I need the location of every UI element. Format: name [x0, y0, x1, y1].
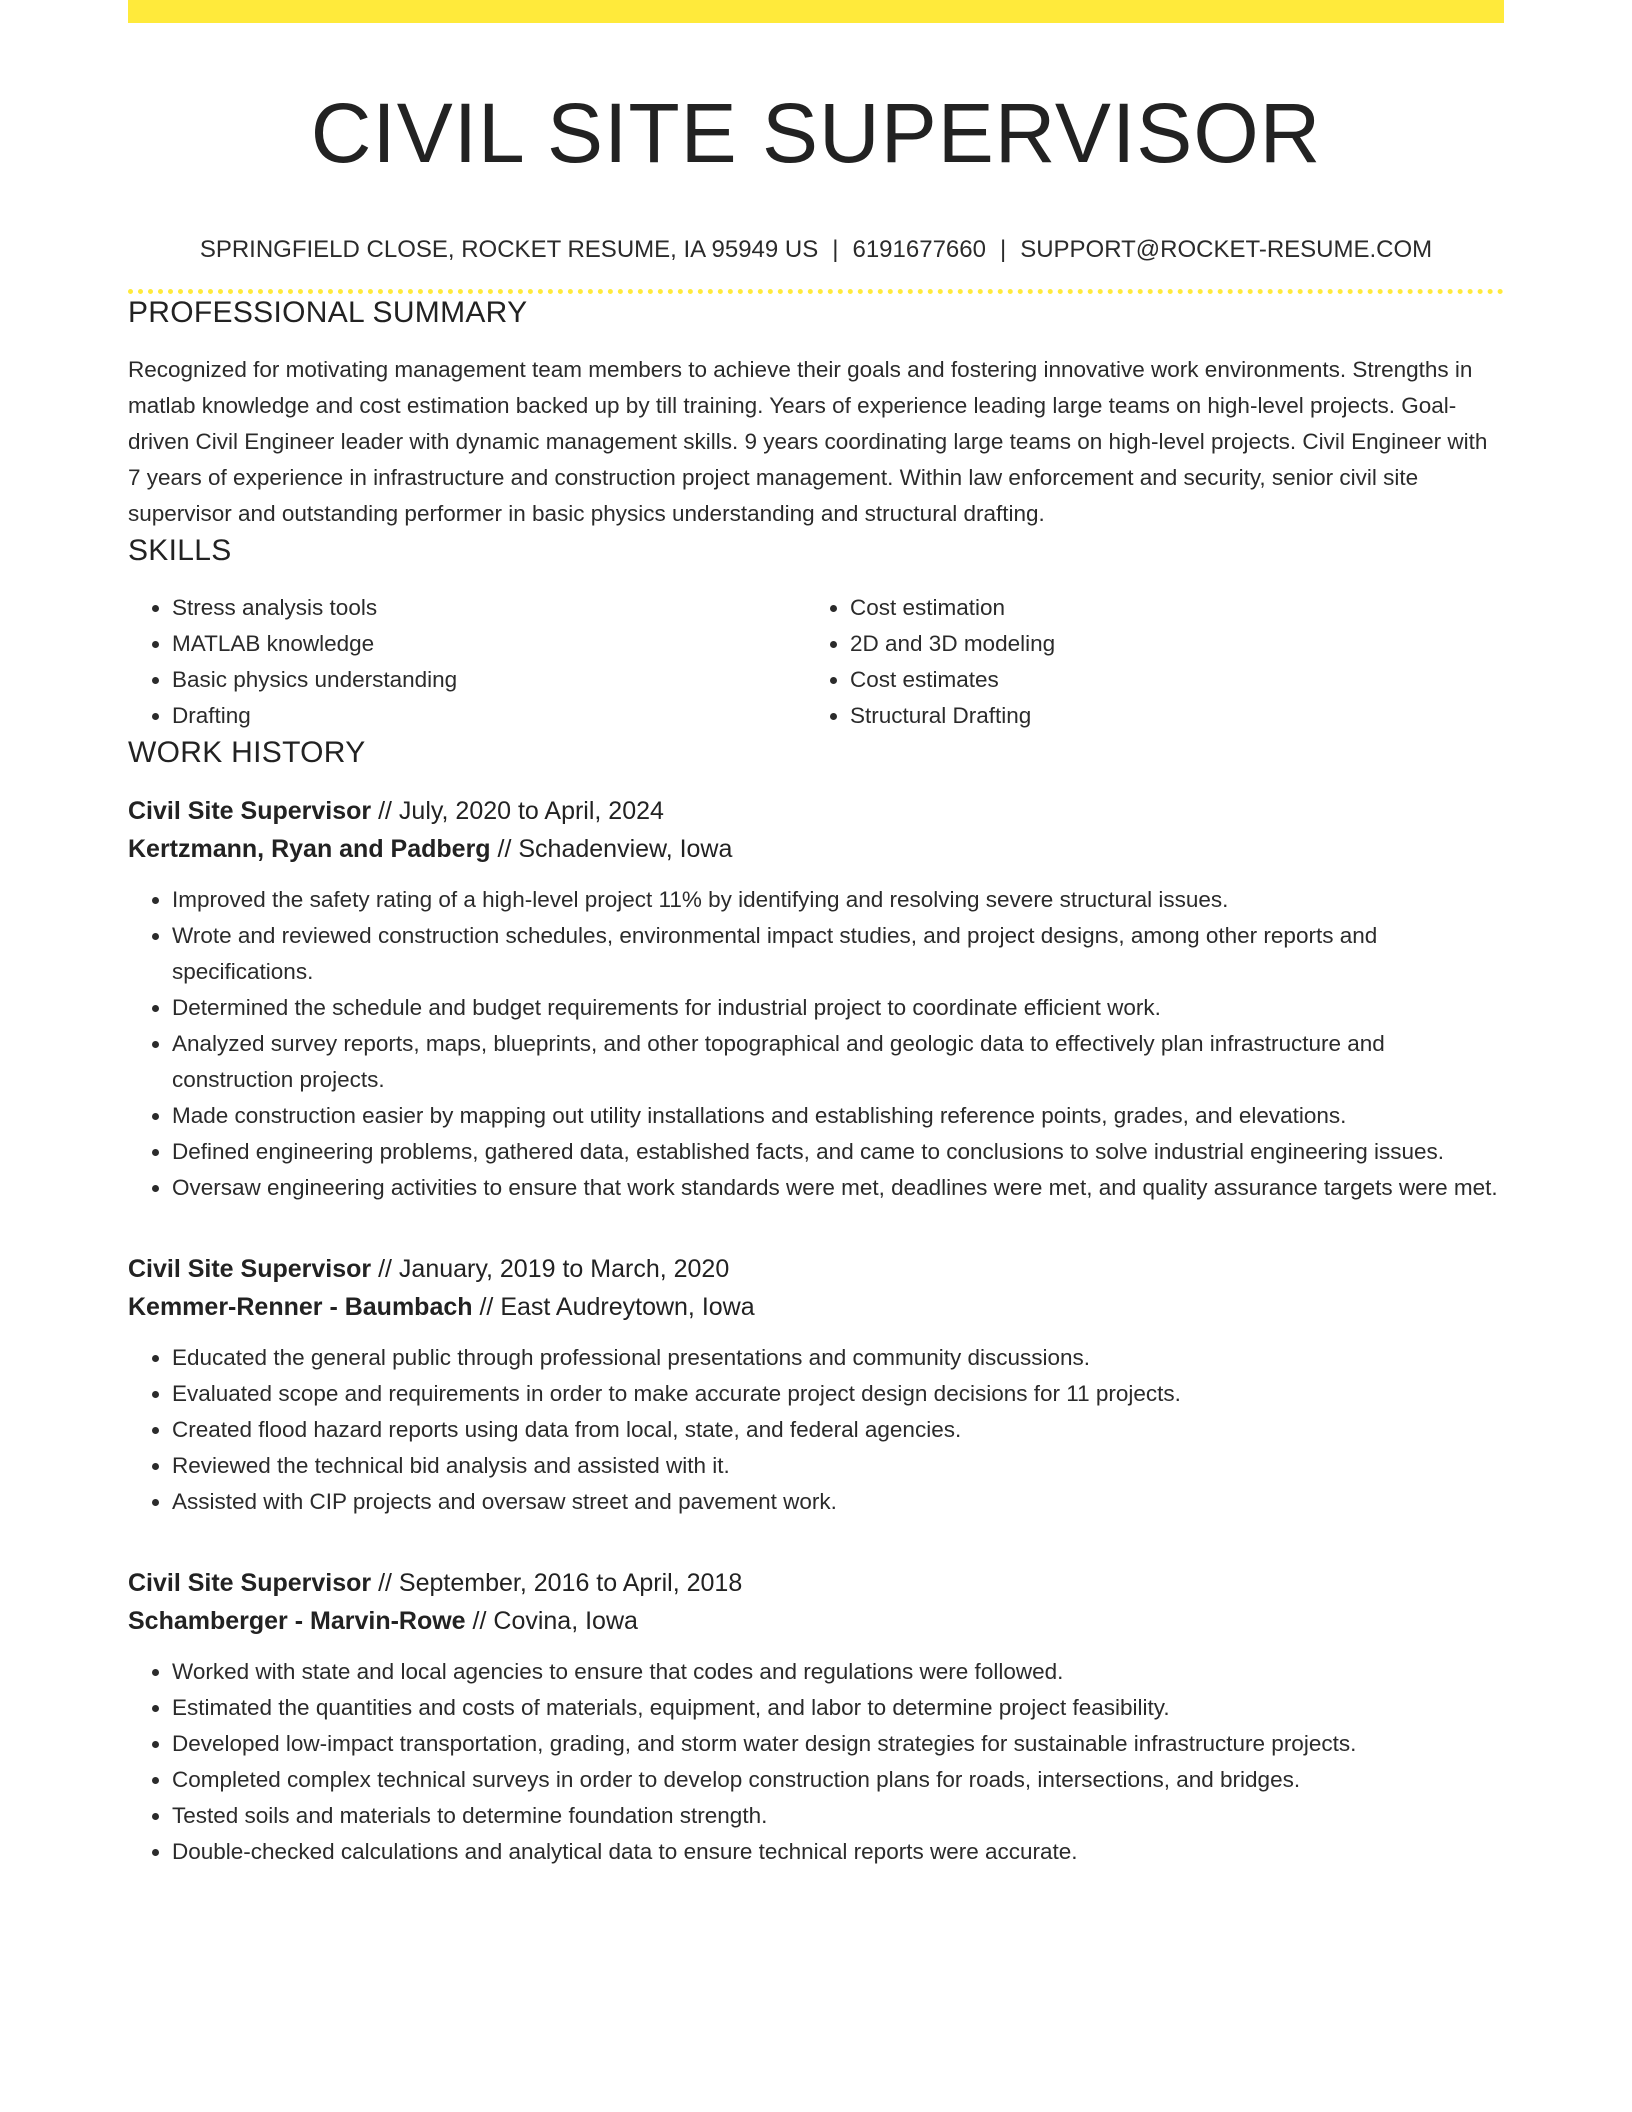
job-bullet: • Developed low-impact transportation, grading, and storm water design strategies for sustainable infrastructure projects.: [172, 1726, 1504, 1762]
job-bullet: • Evaluated scope and requirements in order to make accurate project design decisions for 11 projects.: [172, 1376, 1504, 1412]
job-bullets: [128, 882, 1504, 1206]
company-location: // Schadenview, Iowa: [497, 835, 733, 863]
phone[interactable]: 6191677660: [852, 236, 986, 263]
job-bullet: • Analyzed survey reports, maps, blueprints, and other topographical and geologic data to effectively plan infrastructure and construction projects.: [172, 1026, 1504, 1098]
contact-separator: |: [999, 236, 1007, 263]
company-name: Kertzmann, Ryan and Padberg: [128, 835, 491, 863]
job-bullet: • Tested soils and materials to determine foundation strength.: [172, 1798, 1504, 1834]
job-title-line: [128, 1564, 1504, 1602]
job-company-line: [128, 830, 1504, 868]
job-bullet: • Reviewed the technical bid analysis and assisted with it.: [172, 1448, 1504, 1484]
job-title: Civil Site Supervisor: [128, 797, 372, 825]
job-title: Civil Site Supervisor: [128, 1255, 372, 1283]
job-bullet: • Double-checked calculations and analytical data to ensure technical reports were accurate.: [172, 1834, 1504, 1870]
job-bullet: • Assisted with CIP projects and oversaw street and pavement work.: [172, 1484, 1504, 1520]
job-entry: [128, 792, 1504, 1206]
address: SPRINGFIELD CLOSE, ROCKET RESUME, IA 95949 US: [199, 236, 819, 263]
skills-column-right: [806, 590, 1484, 734]
job-bullet: • Oversaw engineering activities to ensure that work standards were met, deadlines were met, and quality assurance targets were met.: [172, 1170, 1504, 1206]
job-bullet: • Completed complex technical surveys in order to develop construction plans for roads, intersections, and bridges.: [172, 1762, 1504, 1798]
job-bullets: [128, 1340, 1504, 1520]
job-bullet: • Defined engineering problems, gathered data, established facts, and came to conclusions to solve industrial engineering issues.: [172, 1134, 1504, 1170]
job-dates: // July, 2020 to April, 2024: [378, 797, 664, 825]
summary-heading: PROFESSIONAL SUMMARY: [128, 296, 528, 329]
job-entry: [128, 1564, 1504, 1870]
job-bullet: • Wrote and reviewed construction schedules, environmental impact studies, and project designs, among other reports and specifications.: [172, 918, 1504, 990]
skill-item: • MATLAB knowledge: [172, 626, 806, 662]
summary-text: Recognized for motivating management team members to achieve their goals and fostering innovative work environments. Strengths in matlab knowledge and cost estimation backed up by till training. Years of experience leading large teams on high-level projects. Goal-driven Civil Engineer leader with dynamic management skills. 9 years coordinating large teams on high-level projects. Civil Engineer with 7 years of experience in infrastructure and construction project management. Within law enforcement and security, senior civil site supervisor and outstanding performer in basic physics understanding and structural drafting.: [128, 357, 1488, 526]
contact-separator: |: [832, 236, 839, 263]
skill-item: • Stress analysis tools: [172, 590, 806, 626]
company-name: Schamberger - Marvin-Rowe: [128, 1607, 466, 1635]
candidate-name: CIVIL SITE SUPERVISOR: [310, 86, 1322, 180]
job-bullet: • Improved the safety rating of a high-level project 11% by identifying and resolving severe structural issues.: [172, 882, 1504, 918]
job-bullet: • Made construction easier by mapping out utility installations and establishing reference points, grades, and elevations.: [172, 1098, 1504, 1134]
job-dates: // January, 2019 to March, 2020: [378, 1255, 730, 1283]
job-bullet: • Determined the schedule and budget requirements for industrial project to coordinate efficient work.: [172, 990, 1504, 1026]
skills-heading: SKILLS: [128, 534, 232, 567]
job-company-line: [128, 1288, 1504, 1326]
job-bullet: • Educated the general public through professional presentations and community discussions.: [172, 1340, 1504, 1376]
skills-column-left: [128, 590, 806, 734]
contact-line: [128, 235, 1504, 265]
email[interactable]: SUPPORT@ROCKET-RESUME.COM: [1020, 236, 1433, 263]
skill-item: • Cost estimates: [850, 662, 1484, 698]
job-bullet: • Created flood hazard reports using data from local, state, and federal agencies.: [172, 1412, 1504, 1448]
accent-bar: [128, 0, 1504, 23]
job-title: Civil Site Supervisor: [128, 1569, 372, 1597]
company-location: // East Audreytown, Iowa: [479, 1293, 755, 1321]
job-bullets: [128, 1654, 1504, 1870]
skill-item: • Structural Drafting: [850, 698, 1484, 734]
company-location: // Covina, Iowa: [472, 1607, 638, 1635]
job-bullet: • Worked with state and local agencies to ensure that codes and regulations were followed.: [172, 1654, 1504, 1690]
job-bullet: • Estimated the quantities and costs of materials, equipment, and labor to determine project feasibility.: [172, 1690, 1504, 1726]
skill-item: • Basic physics understanding: [172, 662, 806, 698]
job-title-line: [128, 1250, 1504, 1288]
skill-item: • 2D and 3D modeling: [850, 626, 1484, 662]
company-name: Kemmer-Renner - Baumbach: [128, 1293, 473, 1321]
resume-page: [128, 0, 1504, 1870]
skill-item: • Cost estimation: [850, 590, 1484, 626]
job-title-line: [128, 792, 1504, 830]
skill-item: • Drafting: [172, 698, 806, 734]
work-history-heading: WORK HISTORY: [128, 736, 366, 769]
job-entry: [128, 1250, 1504, 1520]
job-dates: // September, 2016 to April, 2018: [378, 1569, 743, 1597]
skills-list: [128, 590, 1504, 734]
job-company-line: [128, 1602, 1504, 1640]
